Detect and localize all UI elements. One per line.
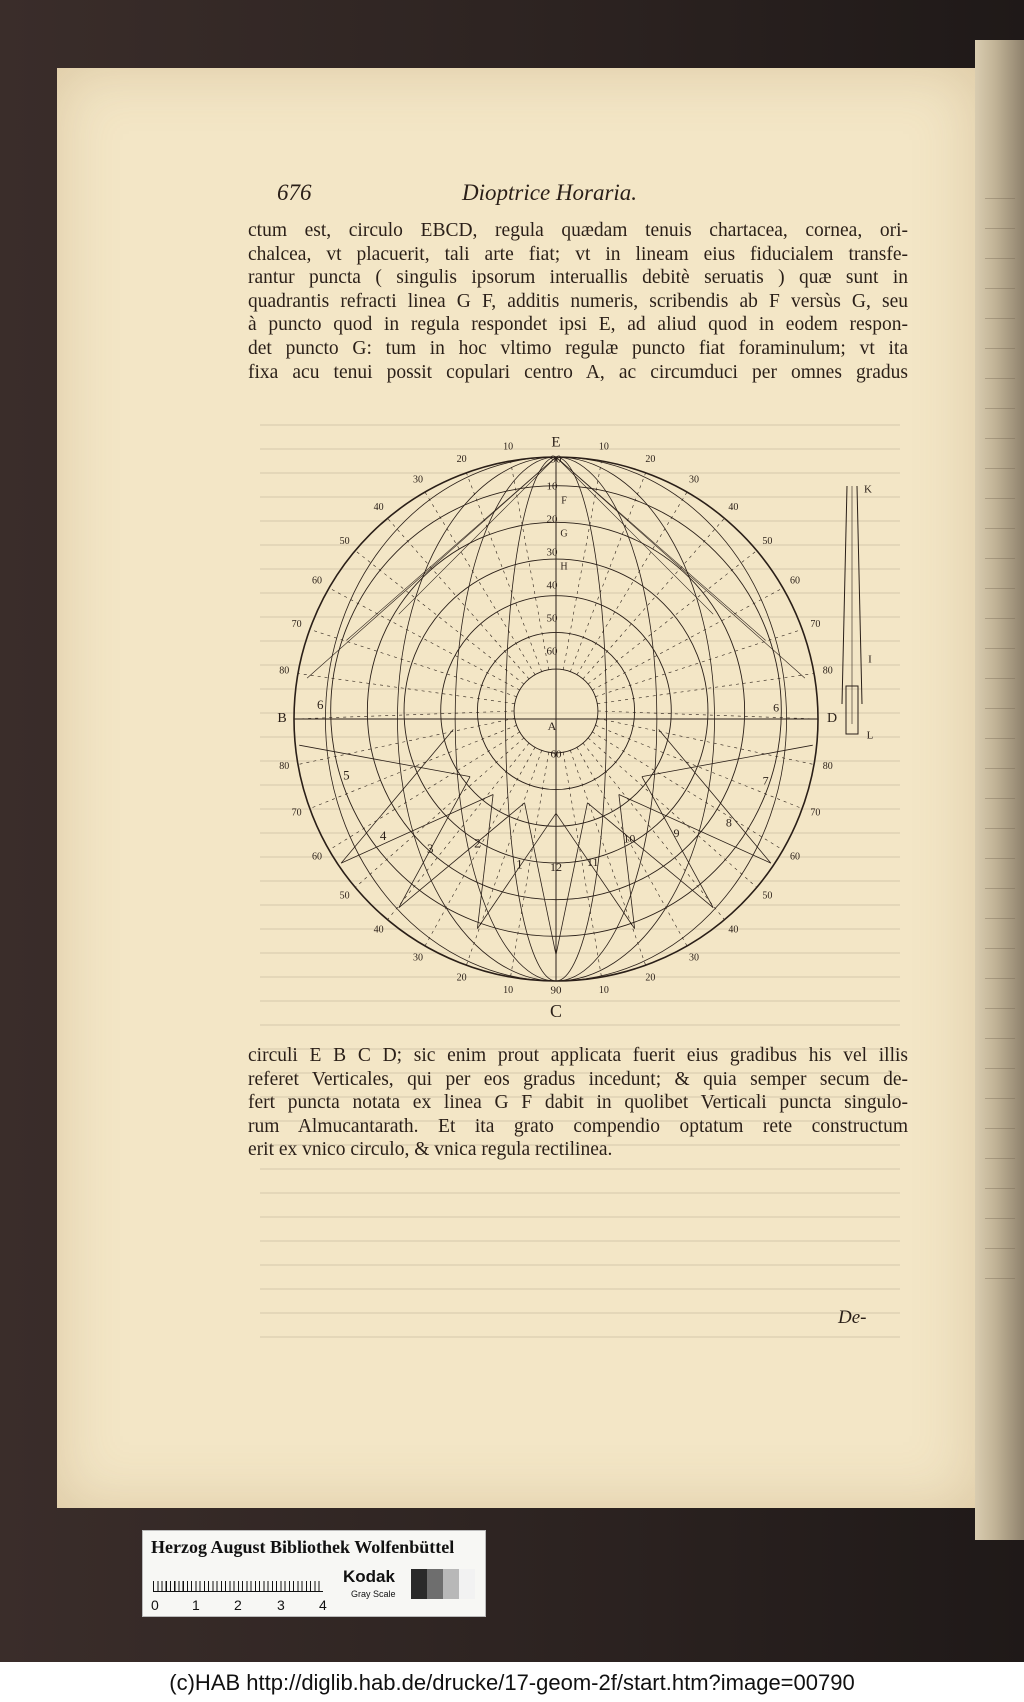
axis-number: 30 xyxy=(546,546,558,559)
axis-letter: F xyxy=(561,495,567,507)
text-line: à puncto quod in regula respondet ipsi E, ad aliud quod in eodem respon- xyxy=(248,314,908,336)
hour-number: 5 xyxy=(343,767,350,783)
rim-degree: 60 xyxy=(790,851,801,863)
astrolabe-diagram xyxy=(270,424,890,1024)
radial-line xyxy=(310,629,517,696)
upper-chord xyxy=(307,457,556,678)
gray-patch xyxy=(427,1569,443,1599)
upper-chord xyxy=(346,457,556,640)
axis-number: 60 xyxy=(546,645,558,658)
hour-number: 4 xyxy=(379,827,387,843)
axis-number: 20 xyxy=(546,513,558,526)
rule-edge xyxy=(842,486,847,704)
hour-number: 1 xyxy=(516,856,523,872)
kodak-subtitle: Gray Scale xyxy=(351,1589,396,1599)
radial-line xyxy=(466,750,541,965)
rule-edge xyxy=(857,486,862,704)
rim-degree: 40 xyxy=(728,924,739,936)
axis-letter: G xyxy=(560,528,568,540)
letter-b: B xyxy=(277,711,287,727)
diagram-linework xyxy=(291,457,862,981)
rim-degree: 70 xyxy=(291,807,302,819)
rule-letter-k: K xyxy=(864,483,872,496)
rim-degree: 30 xyxy=(413,952,423,964)
rim-degree: 40 xyxy=(728,501,739,513)
rim-degree: 50 xyxy=(339,890,350,902)
rim-degree: 20 xyxy=(645,453,656,465)
gray-patch xyxy=(411,1569,427,1599)
rule-letter-i: I xyxy=(868,653,872,666)
running-title: Dioptrice Horaria. xyxy=(462,180,638,205)
rim-degree: 70 xyxy=(810,618,821,630)
upper-chord xyxy=(556,457,805,678)
rule-letter-l: L xyxy=(866,729,874,742)
letter-c: C xyxy=(549,1001,563,1022)
rim-degree: 30 xyxy=(413,474,423,486)
hour-number: 10 xyxy=(623,831,636,846)
hour-number: 2 xyxy=(474,835,481,851)
upper-chord xyxy=(556,457,766,640)
hour-number: 3 xyxy=(426,840,434,856)
hour-number: 8 xyxy=(725,815,732,830)
text-line: referet Verticales, qui per eos gradus incedunt; & quia semper secum de- xyxy=(248,1068,908,1090)
rim-degree: 40 xyxy=(373,924,384,936)
rim-degree: 10 xyxy=(598,441,609,453)
radial-line xyxy=(425,492,535,675)
bottom-degree: 90 xyxy=(550,984,562,997)
radial-line xyxy=(298,718,515,764)
ruler-number: 2 xyxy=(234,1597,242,1613)
rim-degree: 10 xyxy=(598,985,609,997)
hour-line xyxy=(341,729,453,863)
library-name: Herzog August Bibliothek Wolfenbüttel xyxy=(151,1537,455,1557)
rim-degree: 60 xyxy=(311,851,322,863)
rim-degree: 60 xyxy=(311,575,322,587)
radial-line xyxy=(592,588,783,690)
text-line: fert puncta notata ex linea G F dabit in quolibet Verticali puncta singulo- xyxy=(248,1092,908,1114)
rim-degree: 70 xyxy=(291,618,302,630)
text-line: erit ex vnico circulo, & vnica regula rectilinea. xyxy=(248,1139,613,1161)
rim-degree: 80 xyxy=(279,761,290,773)
radial-line xyxy=(329,588,520,690)
hour-number: 9 xyxy=(673,826,680,841)
gray-patch xyxy=(459,1569,475,1599)
rim-degree: 50 xyxy=(762,890,773,902)
text-block-top xyxy=(248,219,908,384)
scale-ruler xyxy=(153,1569,323,1592)
rim-degree: 80 xyxy=(822,761,833,773)
text-line: circuli E B C D; sic enim prout applicata fuerit eius gradibus his vel illis xyxy=(248,1045,908,1066)
text-line: quadrantis refracti linea G F, additis numeris, scribendis ab F versùs G, seu xyxy=(248,290,908,312)
hour-line xyxy=(299,745,470,776)
ruler-number: 0 xyxy=(151,1597,159,1613)
gray-scale-patches xyxy=(411,1569,475,1599)
radial-line xyxy=(329,732,520,850)
catchword: De- xyxy=(838,1307,867,1328)
rim-degree: 40 xyxy=(373,501,384,513)
hour-line xyxy=(642,745,813,776)
axis-letter: H xyxy=(560,561,568,573)
ruler-number: 1 xyxy=(192,1597,200,1613)
footer-bar xyxy=(0,1662,1024,1702)
hour-number: 6 xyxy=(316,696,324,712)
rim-degree: 30 xyxy=(689,952,699,964)
rim-degree: 70 xyxy=(810,807,821,819)
facing-page-bleed xyxy=(985,180,1015,1280)
hour-number: 12 xyxy=(550,860,562,875)
radial-line xyxy=(597,718,814,764)
hour-line xyxy=(587,803,713,908)
rim-degree: 20 xyxy=(456,972,467,984)
rim-degree: 30 xyxy=(689,474,699,486)
rim-degree: 80 xyxy=(822,665,833,677)
rim-degree: 10 xyxy=(503,441,514,453)
hour-number: 6 xyxy=(773,700,780,715)
radial-line xyxy=(595,725,802,808)
ruler-number: 3 xyxy=(277,1597,285,1613)
axis-number: 10 xyxy=(546,480,558,493)
text-line: det puncto G: tum in hoc vltimo regulæ puncto fiat foraminulum; vt ita xyxy=(248,337,908,359)
ruler-number: 4 xyxy=(319,1597,327,1613)
radial-line xyxy=(577,492,687,675)
letter-a: A xyxy=(547,718,557,733)
page-number: 676 xyxy=(277,180,312,205)
text-line: ctum est, circulo EBCD, regula quædam tenuis chartacea, cornea, ori- xyxy=(248,220,908,241)
rim-degree: 80 xyxy=(279,665,290,677)
radial-line xyxy=(592,732,783,850)
rim-degree: 50 xyxy=(339,535,350,547)
library-color-bar xyxy=(142,1530,486,1617)
hour-line xyxy=(659,729,771,863)
text-line: rum Almucantarath. Et ita grato compendio optatum rete constructum xyxy=(248,1115,908,1137)
letter-d: D xyxy=(826,711,838,727)
rim-degree: 20 xyxy=(456,453,467,465)
diagram-labels xyxy=(277,434,873,1021)
kodak-brand: Kodak xyxy=(343,1567,395,1586)
hour-number: 11 xyxy=(586,854,599,869)
text-line: fixa acu tenui possit copulari centro A, ac circumduci per omnes gradus xyxy=(248,361,908,383)
axis-number: 40 xyxy=(546,579,558,592)
center-number: 60 xyxy=(550,748,562,761)
text-line: chalcea, vt placuerit, tali arte fiat; vt in lineam eius fiducialem transfe- xyxy=(248,243,908,265)
hour-line xyxy=(399,803,525,908)
radial-line xyxy=(595,629,802,696)
rim-degree: 60 xyxy=(790,575,801,587)
gray-patch xyxy=(443,1569,459,1599)
radial-line xyxy=(298,674,515,704)
footer-citation: (c)HAB http://diglib.hab.de/drucke/17-geom-2f/start.htm?image=00790 xyxy=(169,1670,855,1695)
rim-degree: 50 xyxy=(762,535,773,547)
text-block-bottom xyxy=(248,1044,908,1162)
radial-line xyxy=(310,725,517,808)
axis-number: 50 xyxy=(546,612,558,625)
rim-degree: 20 xyxy=(645,972,656,984)
rim-degree: 10 xyxy=(503,985,514,997)
hour-number: 7 xyxy=(762,773,769,788)
top-degree: 90 xyxy=(550,453,562,466)
text-line: rantur puncta ( singulis ipsorum interuallis debitè seruatis ) quæ sunt in xyxy=(248,267,908,289)
radial-line xyxy=(597,674,814,704)
radial-line xyxy=(570,750,645,965)
letter-e: E xyxy=(551,434,561,451)
